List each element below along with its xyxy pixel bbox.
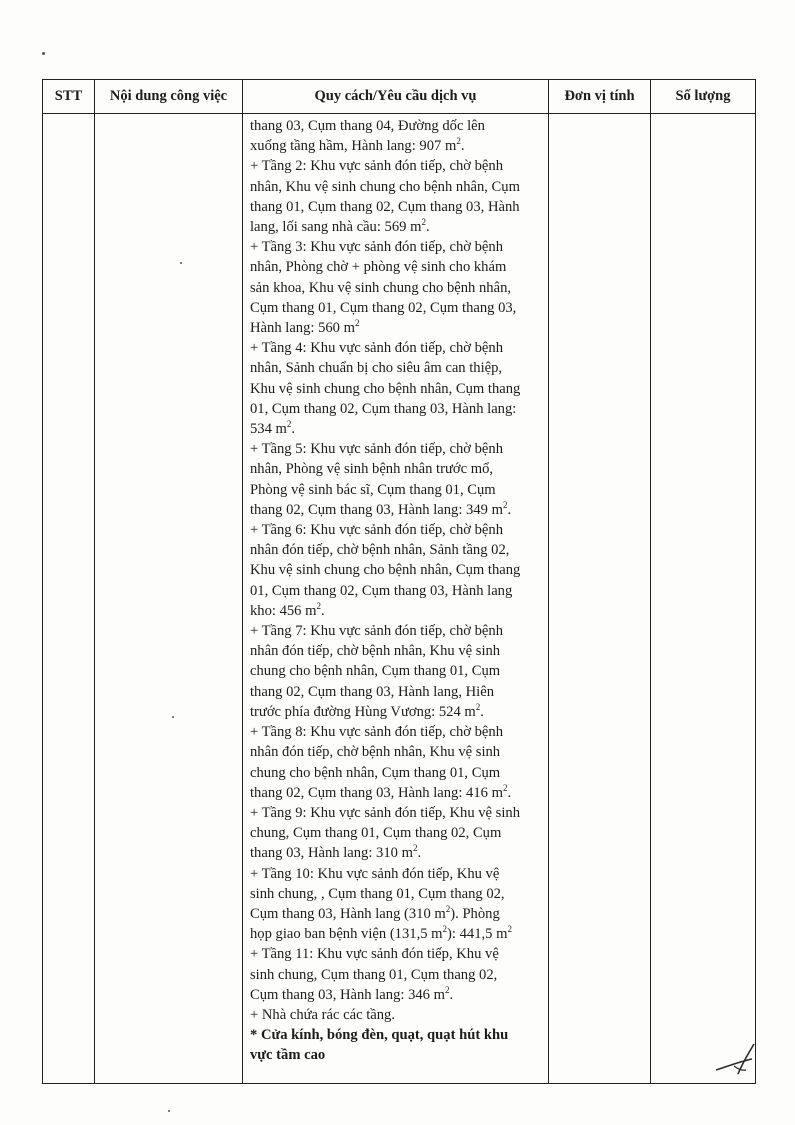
- spec-line: Khu vệ sinh chung cho bệnh nhân, Cụm thang: [250, 562, 521, 579]
- spec-line: kho: 456 $m^2$.: [250, 601, 325, 619]
- table-row: [43, 114, 756, 1084]
- table-header-row: [43, 80, 756, 114]
- spec-heading-line: * Cửa kính, bóng đèn, quạt, quạt hút khu: [250, 1027, 509, 1044]
- spec-line: + Tầng 7: Khu vực sảnh đón tiếp, chờ bệnh: [250, 623, 503, 640]
- cell-don-vi: [549, 114, 651, 1084]
- spec-line: thang 02, Cụm thang 03, Hành lang, Hiên: [250, 683, 495, 700]
- header-so-luong: Số lượng: [651, 80, 756, 114]
- header-don-vi: Đơn vị tính: [549, 80, 651, 114]
- spec-line: nhân, Sảnh chuẩn bị cho siêu âm can thiệp,: [250, 360, 503, 377]
- cell-noi-dung: [95, 114, 243, 1084]
- spec-line: 534 $m^2$.: [250, 419, 296, 438]
- spec-line: + Tầng 6: Khu vực sảnh đón tiếp, chờ bệnh: [250, 522, 503, 539]
- spec-line: 01, Cụm thang 02, Cụm thang 03, Hành lang:: [250, 400, 517, 417]
- spec-line: chung, Cụm thang 01, Cụm thang 02, Cụm: [250, 825, 502, 842]
- spec-line: nhân, Phòng chờ + phòng vệ sinh cho khám: [250, 259, 507, 276]
- spec-line: xuống tầng hầm, Hành lang: 907 $m^2$.: [250, 136, 465, 155]
- spec-line: thang 02, Cụm thang 03, Hành lang: 416 $m^2$.: [250, 782, 512, 801]
- handwritten-initial-signature: [712, 1040, 762, 1080]
- spec-line: Phòng vệ sinh bác sĩ, Cụm thang 01, Cụm: [250, 481, 496, 498]
- spec-line: Cụm thang 03, Hành lang (310 $m^2$). Phòng: [250, 904, 500, 922]
- spec-line: sản khoa, Khu vệ sinh chung cho bệnh nhân,: [250, 279, 512, 296]
- spec-line: nhân, Khu vệ sinh chung cho bệnh nhân, Cụm: [250, 178, 520, 195]
- spec-heading-line: vực tầm cao: [250, 1047, 326, 1064]
- cell-quy-cach: [243, 114, 549, 1084]
- spec-line: + Tầng 3: Khu vực sảnh đón tiếp, chờ bệnh: [250, 239, 503, 256]
- spec-line: + Tầng 4: Khu vực sảnh đón tiếp, chờ bệnh: [250, 340, 503, 357]
- spec-line: nhân đón tiếp, chờ bệnh nhân, Khu vệ sinh: [250, 744, 501, 761]
- spec-line: nhân đón tiếp, chờ bệnh nhân, Sảnh tầng 02,: [250, 542, 510, 559]
- header-quy-cach: Quy cách/Yêu cầu dịch vụ: [243, 80, 549, 114]
- scan-speck: [168, 1110, 170, 1112]
- spec-line: sinh chung, , Cụm thang 01, Cụm thang 02,: [250, 885, 505, 902]
- scan-speck: [42, 52, 45, 55]
- spec-line: trước phía đường Hùng Vương: 524 $m^2$.: [250, 702, 484, 720]
- cell-stt: [43, 114, 95, 1084]
- spec-line: thang 03, Hành lang: 310 $m^2$.: [250, 843, 422, 862]
- spec-line: Cụm thang 01, Cụm thang 02, Cụm thang 03,: [250, 299, 517, 316]
- spec-line: sinh chung, Cụm thang 01, Cụm thang 02,: [250, 966, 498, 983]
- header-noi-dung: Nội dung công việc: [95, 80, 243, 114]
- spec-line: + Tầng 8: Khu vực sảnh đón tiếp, chờ bệnh: [250, 724, 503, 741]
- spec-line: Khu vệ sinh chung cho bệnh nhân, Cụm thang: [250, 380, 521, 397]
- spec-line: + Tầng 9: Khu vực sảnh đón tiếp, Khu vệ sinh: [250, 804, 521, 821]
- service-spec-table: [42, 79, 756, 1084]
- spec-line: họp giao ban bệnh viện (131,5 $m^2$): 441,5 $m^2$: [250, 924, 512, 943]
- cell-so-luong: [651, 114, 756, 1084]
- spec-line: nhân đón tiếp, chờ bệnh nhân, Khu vệ sinh: [250, 643, 501, 660]
- spec-line: Hành lang: 560 $m^2$: [250, 318, 360, 337]
- spec-line: + Tầng 11: Khu vực sảnh đón tiếp, Khu vệ: [250, 946, 499, 963]
- spec-text: [243, 114, 548, 1066]
- spec-line: thang 01, Cụm thang 02, Cụm thang 03, Hành: [250, 198, 520, 215]
- spec-line: + Tầng 5: Khu vực sảnh đón tiếp, chờ bệnh: [250, 441, 503, 458]
- spec-line: 01, Cụm thang 02, Cụm thang 03, Hành lang: [250, 582, 513, 599]
- spec-line: thang 02, Cụm thang 03, Hành lang: 349 $m^2$.: [250, 500, 512, 518]
- header-stt: STT: [43, 80, 95, 114]
- spec-line: nhân, Phòng vệ sinh bệnh nhân trước mổ,: [250, 461, 494, 478]
- spec-line: + Nhà chứa rác các tầng.: [250, 1006, 395, 1023]
- spec-line: chung cho bệnh nhân, Cụm thang 01, Cụm: [250, 663, 501, 680]
- spec-line: thang 03, Cụm thang 04, Đường dốc lên: [250, 118, 485, 134]
- spec-line: chung cho bệnh nhân, Cụm thang 01, Cụm: [250, 764, 501, 781]
- spec-line: lang, lối sang nhà cầu: 569 $m^2$.: [250, 217, 430, 236]
- spec-line: + Tầng 10: Khu vực sảnh đón tiếp, Khu vệ: [250, 865, 500, 882]
- spec-line: Cụm thang 03, Hành lang: 346 $m^2$.: [250, 984, 454, 1003]
- spec-line: + Tầng 2: Khu vực sảnh đón tiếp, chờ bệnh: [250, 158, 503, 175]
